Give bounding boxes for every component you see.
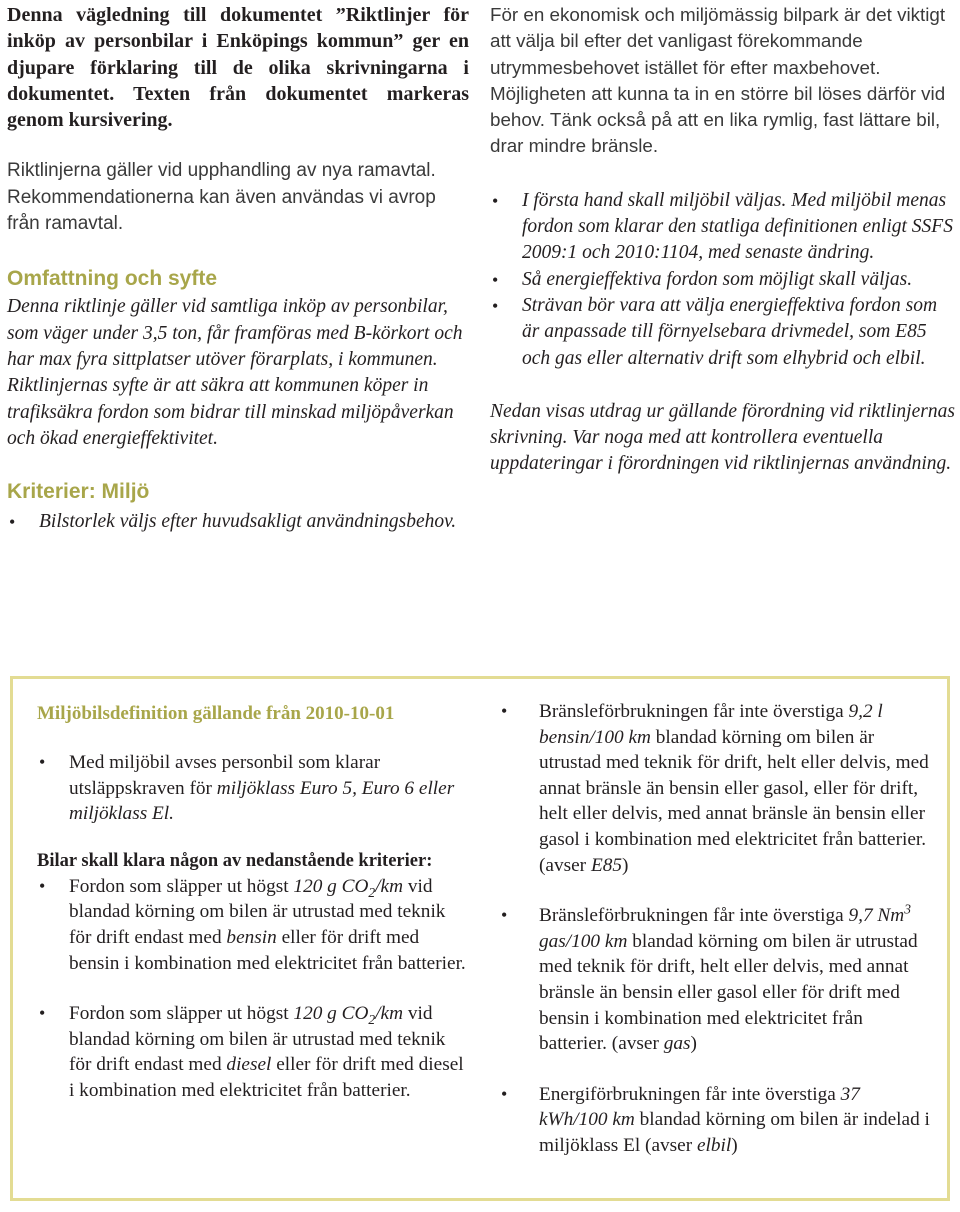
list-item: • Så energieffektiva fordon som möjligt skall väljas. <box>490 267 955 293</box>
section-heading-scope: Omfattning och syfte <box>7 267 218 291</box>
right-intro-paragraph: För en ekonomisk och miljömässig bilpark är det viktigt att välja bil efter det vanligast förekommande utrymmesbehovet istället för efter maxbehovet. Möjligheten att kunna ta in en större bil löses därför vid behov. Tänk också på att en lika rymlig, fast lättare bil, drar mindre bränsle. <box>490 4 946 157</box>
list-item: • Bränsleförbrukningen får inte överstiga 9,7 Nm$^3$ gas/100 km blandad körning om bilen är utrustad med teknik för drift, helt eller delvis, med annat bränsle än bensin eller gasol eller för drift med bensin i kombination med elektricitet från batterier. (avser gas) <box>499 903 933 1057</box>
left-column <box>7 2 469 535</box>
right-column <box>490 2 955 478</box>
criteria-list <box>7 509 469 535</box>
intro-paragraph: Denna vägledning till dokumentet ”Riktlinjer för inköp av personbilar i Enköpings kommun” ger en djupare förklaring till de olika skrivningarna i dokumentet. Texten från dokumentet markeras genom kursivering. <box>7 4 469 132</box>
scope-paragraph: Riktlinjerna gäller vid upphandling av nya ramavtal. Rekommendationerna kan även användas vi avrop från ramavtal. <box>7 160 436 235</box>
section-heading-criteria: Kriterier: Miljö <box>7 480 150 504</box>
box-title: Miljöbilsdefinition gällande från 2010-10-01 <box>37 703 395 724</box>
emission-criteria-list <box>37 874 469 1104</box>
list-item: • Bilstorlek väljs efter huvudsakligt användningsbehov. <box>7 509 469 535</box>
list-item: • I första hand skall miljöbil väljas. Med miljöbil menas fordon som klarar den statliga definitionen enligt SSFS 2009:1 och 2010:1104, med senaste ändring. <box>490 188 955 267</box>
box-right-column <box>499 699 933 1159</box>
box-left-column <box>37 701 469 1104</box>
energy-criteria-list <box>499 699 933 1159</box>
scope-purpose-text: Denna riktlinje gäller vid samtliga inköp av personbilar, som väger under 3,5 ton, får framföras med B-körkort och har max fyra sittplatser utöver förarplats, i kommunen. Riktlinjernas syfte är att säkra att kommunen köper in trafiksäkra fordon som bidrar till minskad miljöpåverkan och ökad energieffektivitet. <box>7 296 463 449</box>
list-item: • Strävan bör vara att välja energieffektiva fordon som är anpassade till förnyelsebara drivmedel, som E85 och gas eller alternativ drift som elhybrid och elbil. <box>490 293 955 372</box>
list-item: • Bränsleförbrukningen får inte överstiga 9,2 l bensin/100 km blandad körning om bilen är utrustad med teknik för drift, helt eller delvis, med annat bränsle än bensin eller gasol, eller för drift, helt eller delvis, med annat bränsle än bensin eller gasol i kombination med elektricitet från batterier. (avser E85) <box>499 699 933 878</box>
definition-list <box>37 750 469 827</box>
list-item: • Energiförbrukningen får inte överstiga 37 kWh/100 km blandad körning om bilen är indelad i miljöklass El (avser elbil) <box>499 1082 933 1159</box>
criteria-subheading: Bilar skall klara någon av nedanstående kriterier: <box>37 850 433 871</box>
guideline-list <box>490 188 955 372</box>
list-item: • Fordon som släpper ut högst 120 g $CO_2/km$ vid blandad körning om bilen är utrustad med teknik för drift endast med diesel eller för drift med diesel i kombination med elektricitet från batterier. <box>37 1001 469 1103</box>
list-item: • Fordon som släpper ut högst 120 g $CO_2/km$ vid blandad körning om bilen är utrustad med teknik för drift endast med bensin eller för drift med bensin i kombination med elektricitet från batterier. <box>37 874 469 976</box>
list-item: • Med miljöbil avses personbil som klarar utsläppskraven för miljöklass Euro 5, Euro 6 eller miljöklass El. <box>37 750 469 827</box>
definition-box <box>10 676 950 1201</box>
closing-paragraph: Nedan visas utdrag ur gällande förordning vid riktlinjernas skrivning. Var noga med att kontrollera eventuella uppdateringar i förordningen vid riktlinjernas användning. <box>490 400 955 475</box>
